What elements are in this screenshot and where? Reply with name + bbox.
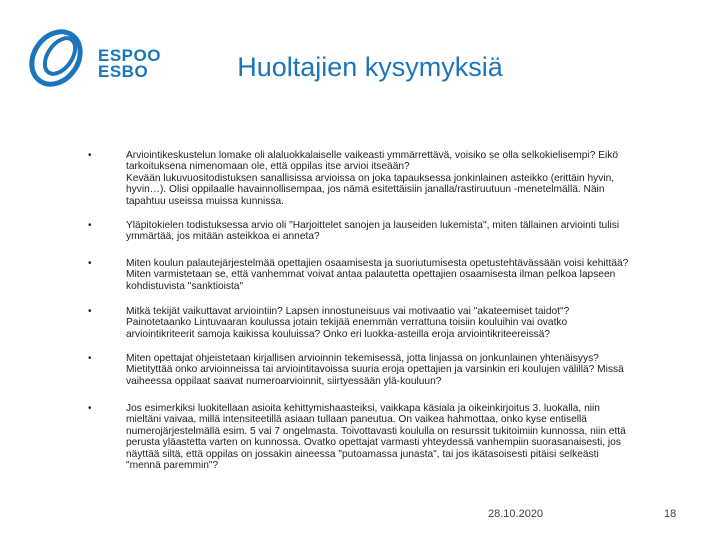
bullet-item-3 [88, 258, 628, 292]
bullet-item-1 [88, 150, 618, 207]
bullet-item-5 [88, 353, 624, 387]
bullet-dot: • [88, 258, 92, 269]
bullet-line: Mietityttää onko arvioinneissa tai arviointitavoissa suuria eroja opettajien ja varsinkin eri koulujen välillä? Missä [126, 364, 624, 376]
bullet-dot: • [88, 403, 92, 414]
bullet-line: numerojärjestelmällä esim. 5 vai 7 ongelmasta. Toivottavasti koululla on resurssit tukitoimiin kunnossa, niin että [126, 425, 626, 437]
bullet-dot: • [88, 353, 92, 364]
bullet-line: tapahtuu useissa muissa kunnissa. [126, 195, 284, 207]
bullet-dot: • [88, 150, 92, 161]
bullet-line: Kevään lukuvuositodistuksen sanallisissa arvioissa on joka tapauksessa jonkinlainen asteikko (erittäin hyvin, [126, 172, 615, 184]
bullet-line: Miten koulun palautejärjestelmää opettajien osaamisesta ja suoriutumisesta opetustehtävässään voisi kehittää? [126, 258, 629, 269]
bullet-line: Arviointikeskustelun lomake oli alaluokkalaiselle vaikeasti ymmärrettävä, voisiko se olla selkokielisempi? Eikö [126, 150, 619, 161]
page-title: Huoltajien kysymyksiä [237, 52, 503, 82]
bullet-line: Miten varmistetaan se, että vanhemmat voivat antaa palautetta opettajien osaamisesta ilman pelkoa lapseen [126, 269, 616, 281]
bullet-line: vaiheessa oppilaat saavat numeroarvioinnit, siirtyessään ylä-kouluun? [126, 375, 442, 387]
bullet-line: Painotetaanko Lintuvaaran koulussa jotain tekijää enemmän verrattuna toisiin kouluihin vai ovatko [126, 317, 568, 329]
footer-date: 28.10.2020 [488, 508, 544, 520]
bullet-dot: • [88, 220, 92, 231]
page-number: 18 [664, 508, 677, 520]
bullet-item-6 [88, 403, 626, 471]
bullet-line: arviointikriteerit samoja kaikissa kouluissa? Onko eri luokka-asteilla eroja arviointikriteereissä? [126, 328, 551, 340]
bullet-line: näyttää siltä, että oppilas on jossakin aineessa "putoamassa junasta", tai jos ikätasoisesti pitäisi selkeästi [126, 448, 599, 460]
bullet-line: kohdistuvista "sanktioista" [126, 280, 244, 292]
logo-line-esbo: ESBO [98, 62, 149, 81]
logo-line-espoo: ESPOO [98, 46, 161, 65]
bullet-line: perusta yläastetta varten on kunnossa. Ovatko opettajat varmasti yhteydessä vanhempiin suorasanaisesti, jos [126, 437, 621, 449]
bullet-line: Miten opettajat ohjeistetaan kirjallisen arvioinnin tekemisessä, jotta linjassa on jonkunlainen yhtenäisyys? [126, 353, 599, 364]
bullet-dot: • [88, 306, 92, 317]
bullet-line: mieltäni vaivaa, millä intensiteetillä asiaan tullaan paneutua. On vaikea hahmottaa, onko kyse entisellä [126, 414, 587, 426]
bullet-line: Yläpitokielen todistuksessa arvio oli "Harjoittelet sanojen ja lauseiden lukemista", miten tällainen arviointi tulisi [126, 220, 620, 231]
logo-wordmark [98, 48, 161, 80]
bullet-item-4 [88, 306, 569, 340]
bullet-item-2 [88, 220, 619, 243]
espoo-logo [26, 22, 166, 92]
espoo-logo-icon [26, 22, 96, 92]
bullet-line: Jos esimerkiksi luokitellaan asioita kehittymishaasteiksi, vaikkapa käsiala ja oikeinkirjoitus 3. luokalla, niin [126, 403, 600, 414]
bullet-line: ymmärtää, jos mitään asteikkoa ei anneta? [126, 231, 320, 243]
bullet-line: Mitkä tekijät vaikuttavat arviointiin? Lapsen innostuneisuus vai motivaatio vai "akateemiset taidot"? [126, 306, 570, 317]
bullet-line: hyvin…). Olisi oppilaalle havainnollisempaa, jos nämä esitettäisiin janalla/rastiruutuun -menetelmällä. Näin [126, 184, 605, 196]
bullet-line: "mennä paremmin"? [126, 460, 219, 472]
bullet-line: tarkoituksena nimenomaan ole, että oppilas itse arvioi itseään? [126, 161, 410, 173]
